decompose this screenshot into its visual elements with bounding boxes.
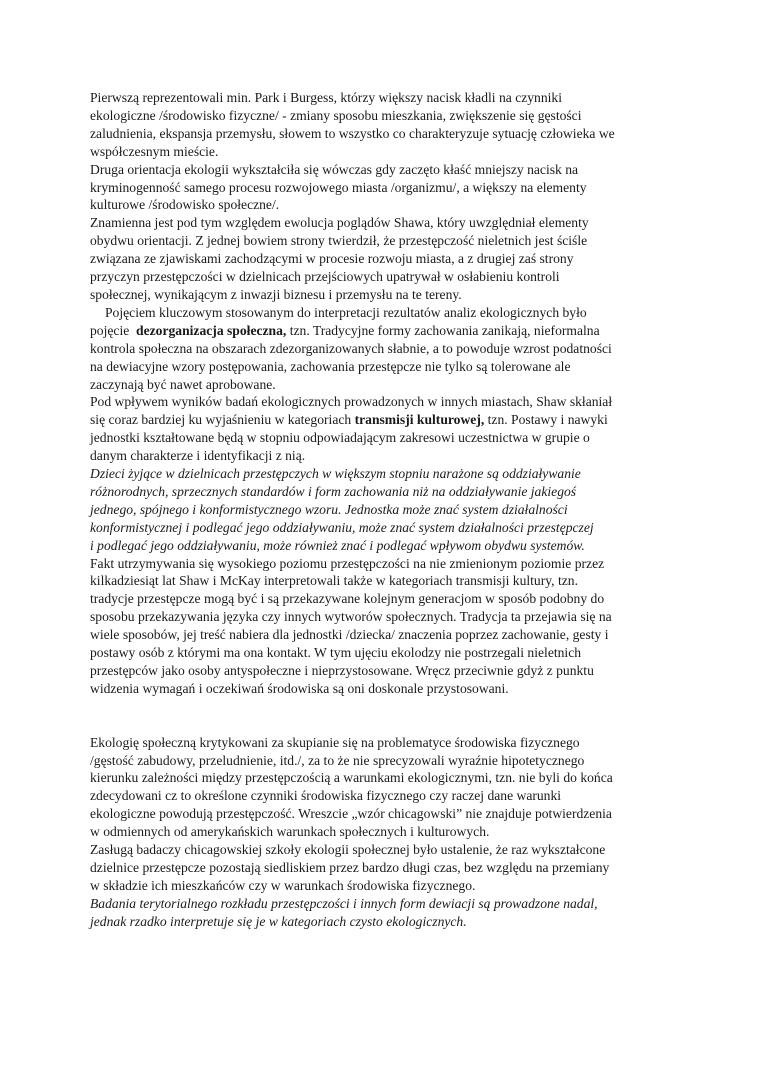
text-line: Ekologię społeczną krytykowani za skupianie się na problematyce środowiska fizycznego: [90, 734, 580, 750]
paragraph-10-italic: [90, 895, 690, 931]
text-line: społecznej, wynikającym z inwazji biznesu i przemysłu na te tereny.: [90, 286, 462, 302]
text-line: wiele sposobów, jej treść nabiera dla jednostki /dziecka/ znaczenia poprzez zachowanie, gesty i: [90, 627, 609, 643]
text-line-with-bold-term: [90, 411, 690, 429]
text-segment: się coraz bardziej ku wyjaśnieniu w kategoriach: [90, 412, 355, 428]
paragraph-9: [90, 841, 690, 895]
paragraph-2: [90, 161, 690, 215]
text-line: ekologiczne powodują przestępczość. Wreszcie „wzór chicagowski” nie znajduje potwierdzenia: [90, 806, 612, 822]
text-line: różnorodnych, sprzecznych standardów i form zachowania niż na oddziaływanie jakiegoś: [90, 483, 577, 499]
paragraph-6-italic: [90, 465, 690, 555]
blank-gap: [90, 698, 690, 734]
text-line: kilkadziesiąt lat Shaw i McKay interpretowali także w kategoriach transmisji kultury, tzn.: [90, 573, 578, 589]
text-line: kryminogenność samego procesu rozwojowego miasta /organizmu/, a większy na elementy: [90, 179, 587, 195]
text-line: /gęstość zabudowy, przeludnienie, itd./, za to że nie sprecyzowali wyraźnie hipotetycznego: [90, 752, 585, 768]
text-line: Badania terytorialnego rozkładu przestępczości i innych form dewiacji są prowadzone nadal,: [90, 895, 598, 911]
text-line: Pierwszą reprezentowali min. Park i Burgess, którzy większy nacisk kładli na czynniki: [90, 90, 563, 105]
text-line: przyczyn przestępczości w dzielnicach przejściowych upatrywał w osłabieniu kontroli: [90, 269, 560, 285]
text-line: Pojęciem kluczowym stosowanym do interpretacji rezultatów analiz ekologicznych było: [105, 304, 587, 320]
text-line: w odmiennych od amerykańskich warunkach społecznych i kulturowych.: [90, 824, 490, 840]
paragraph-5: [90, 393, 690, 465]
text-line: ekologiczne /środowisko fizyczne/ - zmiany sposobu mieszkania, zwiększenie się gęstości: [90, 107, 582, 123]
text-line: postawy osób z którymi ma ona kontakt. W tym ujęciu ekolodzy nie postrzegali nieletnich: [90, 645, 582, 661]
text-line: jednego, spójnego i konformistycznego wzoru. Jednostka może znać system działalności: [90, 501, 568, 517]
text-line: jednostki kształtowane będą w stopniu odpowiadającym zakresowi uczestnictwa w grupie o: [90, 430, 590, 446]
text-line: Fakt utrzymywania się wysokiego poziomu przestępczości na nie zmienionym poziomie przez: [90, 555, 605, 571]
text-line: Druga orientacja ekologii wykształciła się wówczas gdy zaczęto kłaść mniejszy nacisk na: [90, 161, 579, 177]
bold-term-dezorganizacja: dezorganizacja społeczna,: [136, 322, 287, 338]
text-line: zaczynają być nawet aprobowane.: [90, 376, 276, 392]
text-line: Znamienna jest pod tym względem ewolucja poglądów Shawa, który uwzględniał elementy: [90, 215, 589, 231]
text-line: jednak rzadko interpretuje się je w kategoriach czysto ekologicznych.: [90, 913, 467, 929]
paragraph-4: [90, 304, 690, 394]
text-line: kierunku zależności między przestępczością a warunkami ekologicznymi, tzn. nie byli do końca: [90, 770, 613, 786]
text-line: sposobu przekazywania języka czy innych wytworów społecznych. Tradycja ta przejawia się na: [90, 609, 612, 625]
text-line: Dzieci żyjące w dzielnicach przestępczych w większym stopniu narażone są oddziaływanie: [90, 466, 581, 482]
paragraph-7: [90, 555, 690, 698]
text-line: przestępców jako osoby antyspołeczne i nieprzystosowane. Wręcz przeciwnie gdyż z punktu: [90, 663, 594, 678]
text-line: kontrola społeczna na obszarach zdezorganizowanych słabnie, a to powoduje wzrost podatności: [90, 340, 612, 356]
text-segment: tzn. Tradycyjne formy zachowania zanikają, nieformalna: [286, 322, 600, 338]
text-line: tradycje przestępcze mogą być i są przekazywane kolejnym generacjom w sposób podobny do: [90, 591, 605, 607]
text-line: i podlegać jego oddziaływaniu, może również znać i podlegać wpływom obydwu systemów.: [90, 537, 585, 553]
text-line: kulturowe /środowisko społeczne/.: [90, 197, 280, 213]
text-line: danym charakterze i identyfikacji z nią.: [90, 448, 306, 464]
text-line: zdecydowani cz to określone czynniki środowiska fizycznego czy raczej dane warunki: [90, 788, 562, 804]
bold-term-transmisji: transmisji kulturowej,: [354, 412, 485, 428]
text-line: współczesnym mieście.: [90, 143, 219, 159]
text-line: w składzie ich mieszkańców czy w warunkach środowiska fizycznego.: [90, 877, 476, 893]
text-line: dzielnice przestępcze pozostają siedliskiem przez bardzo długi czas, bez względu na przemiany: [90, 859, 610, 875]
text-line: Zasługą badaczy chicagowskiej szkoły ekologii społecznej było ustalenie, że raz wykształcone: [90, 842, 606, 858]
text-line: konformistycznej i podlegać jego oddziaływaniu, może znać system działalności przestępczej: [90, 519, 594, 535]
paragraph-8: [90, 734, 690, 841]
text-segment: tzn. Postawy i nawyki: [484, 412, 608, 428]
text-segment: pojęcie: [90, 322, 137, 338]
text-line: związana ze zjawiskami zachodzącymi w procesie rozwoju miasta, a z drugiej zaś strony: [90, 251, 574, 267]
paragraph-3: [90, 214, 690, 304]
text-line: widzenia wymagań i oczekiwań środowiska są oni doskonale przystosowani.: [90, 680, 509, 696]
text-line: obydwu orientacji. Z jednej bowiem strony twierdził, że przestępczość nieletnich jest ściśle: [90, 233, 588, 249]
document-page: [90, 89, 690, 931]
text-line-with-bold-term: [90, 322, 690, 340]
text-line: zaludnienia, ekspansja przemysłu, słowem to wszystko co charakteryzuje sytuację człowieka we: [90, 125, 615, 141]
paragraph-1: [90, 89, 690, 161]
text-line: Pod wpływem wyników badań ekologicznych prowadzonych w innych miastach, Shaw skłaniał: [90, 394, 613, 410]
text-line: na dewiacyjne wzory postępowania, zachowania przestępcze nie tylko są tolerowane ale: [90, 358, 571, 374]
